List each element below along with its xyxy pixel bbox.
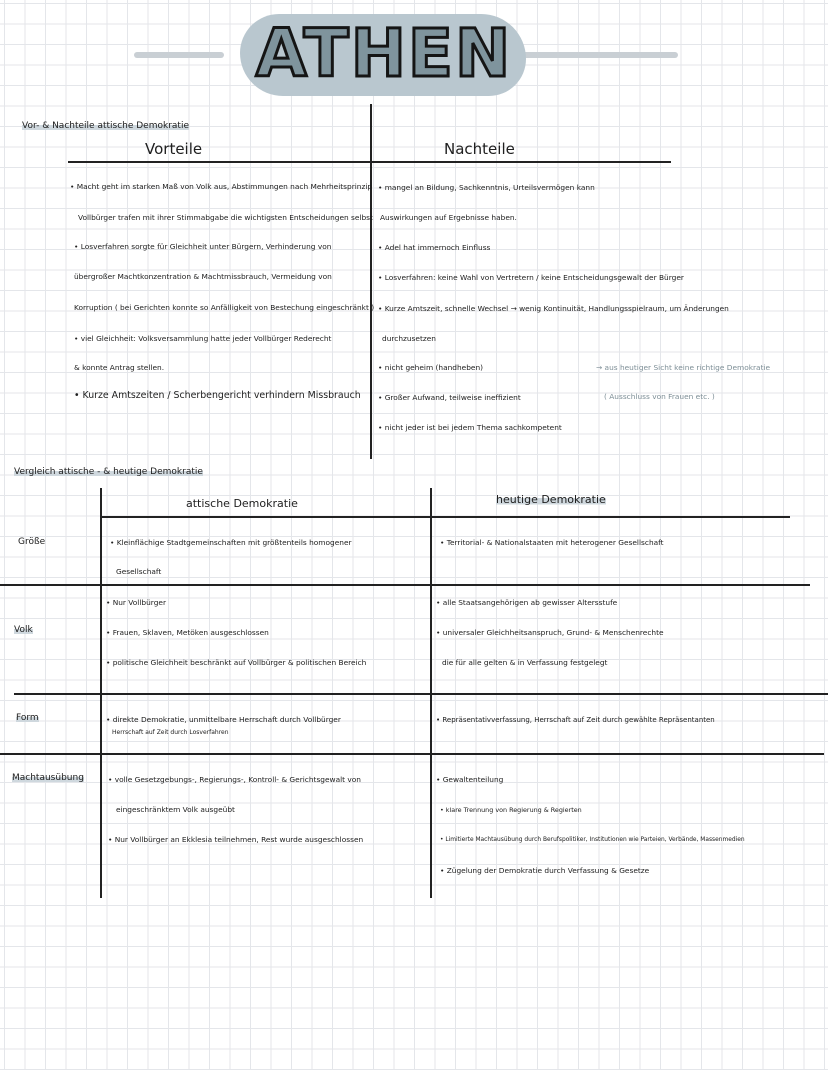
attisch-cell-line: • Kleinflächige Stadtgemeinschaften mit größtenteils homogener — [110, 538, 352, 547]
heutig-cell-line: die für alle gelten & in Verfassung festgelegt — [442, 658, 608, 667]
nachteil-line: Auswirkungen auf Ergebnisse haben. — [380, 213, 517, 222]
heutig-cell-line: • Zügelung der Demokratie durch Verfassung & Gesetze — [440, 866, 650, 875]
title-line-right — [518, 52, 678, 58]
row-label-volk: Volk — [14, 625, 33, 635]
vorteile-header: Vorteile — [145, 140, 203, 158]
section1-heading: Vor- & Nachteile attische Demokratie — [22, 121, 189, 131]
row-label-groesse: Größe — [18, 537, 46, 547]
heutig-cell-line: • Limitierte Machtausübung durch Berufspolitiker, Institutionen wie Parteien, Verbände, Massenmedien — [440, 837, 745, 843]
heutig-cell-line: • Territorial- & Nationalstaaten mit heterogener Gesellschaft — [440, 538, 664, 547]
attisch-cell-line: • direkte Demokratie, unmittelbare Herrschaft durch Vollbürger — [106, 715, 341, 724]
heutig-cell-line: • Repräsentativverfassung, Herrschaft auf Zeit durch gewählte Repräsentanten — [436, 716, 715, 724]
side-note: ( Ausschluss von Frauen etc. ) — [604, 392, 715, 401]
title-banner — [120, 8, 700, 98]
column-divider — [370, 104, 372, 459]
heutig-cell-line: • Gewaltenteilung — [436, 775, 504, 784]
nachteil-line: • Losverfahren: keine Wahl von Vertretern / keine Entscheidungsgewalt der Bürger — [378, 273, 684, 282]
vorteil-line: • Losverfahren sorgte für Gleichheit unter Bürgern, Verhinderung von — [74, 242, 332, 251]
attisch-cell-line: • volle Gesetzgebungs-, Regierungs-, Kontroll- & Gerichtsgewalt von — [108, 775, 361, 784]
attisch-cell-line: • Frauen, Sklaven, Metöken ausgeschlossen — [106, 628, 269, 637]
table-header-divider — [100, 516, 790, 518]
attisch-cell-line: • politische Gleichheit beschränkt auf Vollbürger & politischen Bereich — [106, 658, 367, 667]
vorteil-line: • Kurze Amtszeiten / Scherbengericht verhindern Missbrauch — [74, 390, 361, 401]
section2-heading: Vergleich attische - & heutige Demokratie — [14, 467, 203, 477]
vorteil-line: Korruption ( bei Gerichten konnte so Anfälligkeit von Bestechung eingeschränkt ) — [74, 303, 375, 312]
attisch-cell-line: Herrschaft auf Zeit durch Losverfahren — [112, 729, 229, 736]
heutig-header: heutige Demokratie — [496, 493, 606, 506]
row-label-machtausuebung: Machtausübung — [12, 773, 84, 783]
nachteil-line: • Adel hat immernoch Einfluss — [378, 243, 491, 252]
row-divider — [0, 753, 824, 755]
row-label-form: Form — [16, 713, 39, 723]
vorteil-line: übergroßer Machtkonzentration & Machtmissbrauch, Vermeidung von — [74, 272, 332, 281]
attisch-cell-line: eingeschränktem Volk ausgeübt — [116, 805, 235, 814]
attisch-header: attische Demokratie — [186, 497, 298, 510]
row-divider — [14, 693, 828, 695]
attisch-cell-line: • Nur Vollbürger — [106, 598, 166, 607]
title-line-left — [134, 52, 224, 58]
nachteil-line: • mangel an Bildung, Sachkenntnis, Urteilsvermögen kann — [378, 183, 595, 192]
row-divider — [0, 584, 810, 586]
nachteil-line: • Kurze Amtszeit, schnelle Wechsel → wenig Kontinuität, Handlungsspielraum, um Änderungen — [378, 304, 729, 313]
nachteile-header: Nachteile — [444, 140, 515, 158]
nachteil-line: • nicht geheim (handheben) — [378, 363, 484, 372]
vorteil-line: & konnte Antrag stellen. — [74, 363, 165, 372]
vorteil-line: Vollbürger trafen mit ihrer Stimmabgabe die wichtigsten Entscheidungen selbst — [78, 213, 373, 222]
attisch-cell-line: Gesellschaft — [116, 567, 162, 576]
side-note: → aus heutiger Sicht keine richtige Demokratie — [596, 363, 771, 372]
vorteil-line: • Macht geht im starken Maß von Volk aus, Abstimmungen nach Mehrheitsprinzip — [70, 182, 373, 191]
heutig-cell-line: • alle Staatsangehörigen ab gewisser Altersstufe — [436, 598, 618, 607]
page-title: ATHEN — [255, 15, 513, 92]
nachteil-line: • nicht jeder ist bei jedem Thema sachkompetent — [378, 423, 562, 432]
heutig-cell-line: • klare Trennung von Regierung & Regierten — [440, 806, 582, 814]
nachteil-line: • Großer Aufwand, teilweise ineffizient — [378, 393, 521, 402]
heutig-cell-line: • universaler Gleichheitsanspruch, Grund- & Menschenrechte — [436, 628, 664, 637]
attisch-cell-line: • Nur Vollbürger an Ekklesia teilnehmen, Rest wurde ausgeschlossen — [108, 835, 364, 844]
vorteil-line: • viel Gleichheit: Volksversammlung hatte jeder Vollbürger Rederecht — [74, 334, 332, 343]
nachteil-line: durchzusetzen — [382, 334, 436, 343]
